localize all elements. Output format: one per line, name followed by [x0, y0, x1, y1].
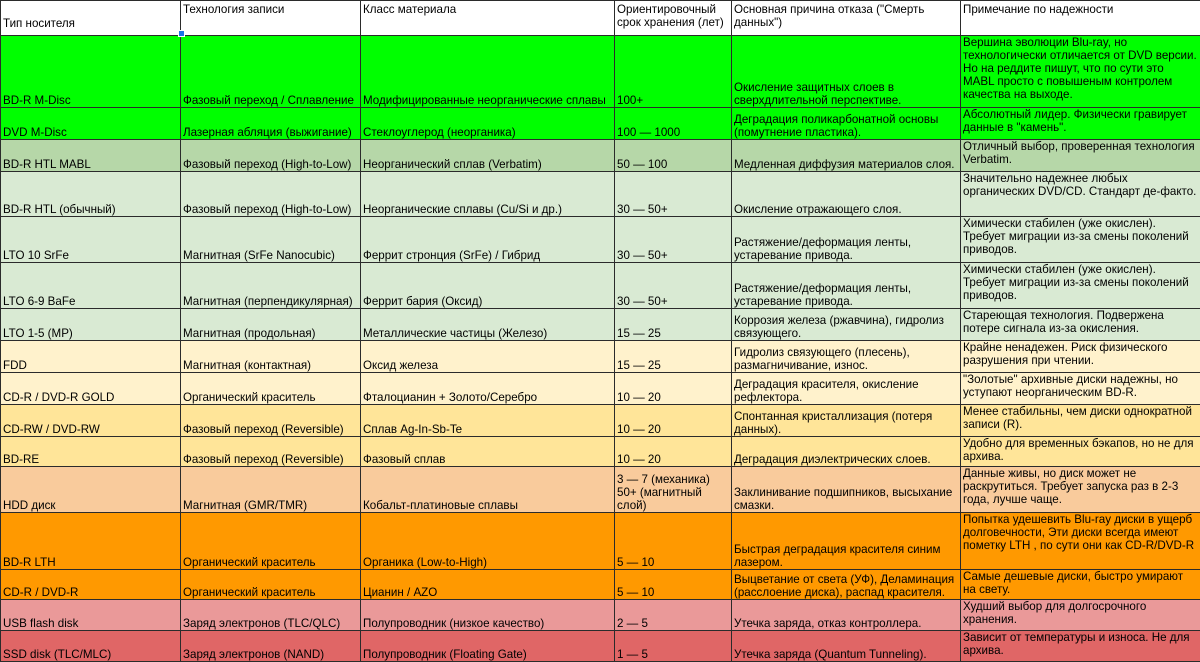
cell-media[interactable]: BD-R HTL MABL — [1, 140, 181, 172]
table-row — [1, 36, 1200, 108]
cell-years[interactable]: 100+ — [615, 36, 732, 108]
cell-media[interactable]: USB flash disk — [1, 600, 181, 631]
cell-failure[interactable]: Деградация поликарбонатной основы (помутнение пластика). — [732, 108, 961, 140]
cell-tech[interactable]: Магнитная (контактная) — [181, 341, 361, 373]
header-cell[interactable]: Основная причина отказа ("Смерть данных") — [732, 1, 961, 36]
cell-failure[interactable]: Окисление отражающего слоя. — [732, 172, 961, 217]
cell-years[interactable]: 1 — 5 — [615, 631, 732, 662]
cell-media[interactable]: LTO 6-9 BaFe — [1, 263, 181, 309]
cell-note[interactable]: Данные живы, но диск может не раскрутиться. Требует запуска раз в 2-3 года, лучше чаще. — [961, 467, 1200, 513]
cell-note[interactable]: Химически стабилен (уже окислен). Требует миграции из-за смены поколений приводов. — [961, 263, 1200, 309]
cell-tech[interactable]: Фазовый переход (Reversible) — [181, 405, 361, 437]
cell-failure[interactable]: Растяжение/деформация ленты, устаревание привода. — [732, 217, 961, 263]
cell-media[interactable]: LTO 1-5 (MP) — [1, 309, 181, 341]
cell-material[interactable]: Стеклоуглерод (неорганика) — [361, 108, 615, 140]
table-row — [1, 467, 1200, 513]
table-row — [1, 108, 1200, 140]
cell-years[interactable]: 10 — 20 — [615, 437, 732, 467]
header-cell[interactable]: Технология записи — [181, 1, 361, 36]
cell-note[interactable]: Вершина эволюции Blu-ray, но технологически отличается от DVD версии. Но на реддите пишут, что по сути это MABL просто с повышеным контролем качества на выходе. — [961, 36, 1200, 108]
cell-material[interactable]: Неорганический сплав (Verbatim) — [361, 140, 615, 172]
table-row — [1, 437, 1200, 467]
cell-note[interactable]: Значительно надежнее любых органических DVD/CD. Стандарт де-факто. — [961, 172, 1200, 217]
cell-failure[interactable]: Спонтанная кристаллизация (потеря данных). — [732, 405, 961, 437]
cell-media[interactable]: BD-RE — [1, 437, 181, 467]
cell-failure[interactable]: Заклинивание подшипников, высыхание смазки. — [732, 467, 961, 513]
table-row — [1, 140, 1200, 172]
cell-tech[interactable]: Лазерная абляция (выжигание) — [181, 108, 361, 140]
cell-material[interactable]: Феррит бария (Оксид) — [361, 263, 615, 309]
cell-media[interactable]: CD-R / DVD-R GOLD — [1, 373, 181, 405]
header-cell[interactable]: Класс материала — [361, 1, 615, 36]
cell-years[interactable]: 50 — 100 — [615, 140, 732, 172]
table-row — [1, 373, 1200, 405]
header-cell[interactable]: Ориентировочный срок хранения (лет) — [615, 1, 732, 36]
cell-note[interactable]: Менее стабильны, чем диски однократной записи (R). — [961, 405, 1200, 437]
table-row — [1, 263, 1200, 309]
table-row — [1, 570, 1200, 600]
cell-years[interactable]: 5 — 10 — [615, 570, 732, 600]
cell-years[interactable]: 30 — 50+ — [615, 217, 732, 263]
cell-media[interactable]: FDD — [1, 341, 181, 373]
cell-material[interactable]: Оксид железа — [361, 341, 615, 373]
cell-material[interactable]: Модифицированные неорганические сплавы — [361, 36, 615, 108]
cell-tech[interactable]: Магнитная (перпендикулярная) — [181, 263, 361, 309]
cell-failure[interactable]: Утечка заряда (Quantum Tunneling). — [732, 631, 961, 662]
cell-material[interactable]: Фазовый сплав — [361, 437, 615, 467]
cell-failure[interactable]: Деградация красителя, окисление рефлектора. — [732, 373, 961, 405]
cell-years[interactable]: 100 — 1000 — [615, 108, 732, 140]
cell-years[interactable]: 15 — 25 — [615, 309, 732, 341]
cell-years[interactable]: 3 — 7 (механика) 50+ (магнитный слой) — [615, 467, 732, 513]
cell-years[interactable]: 10 — 20 — [615, 373, 732, 405]
table-row — [1, 600, 1200, 631]
table-row — [1, 631, 1200, 662]
table-row — [1, 513, 1200, 570]
cell-tech[interactable]: Заряд электронов (NAND) — [181, 631, 361, 662]
cell-years[interactable]: 5 — 10 — [615, 513, 732, 570]
cell-failure[interactable]: Быстрая деградация красителя синим лазером. — [732, 513, 961, 570]
cell-years[interactable]: 15 — 25 — [615, 341, 732, 373]
cell-material[interactable]: Полупроводник (Floating Gate) — [361, 631, 615, 662]
cell-media[interactable]: BD-R HTL (обычный) — [1, 172, 181, 217]
cell-years[interactable]: 30 — 50+ — [615, 172, 732, 217]
cell-failure[interactable]: Окисление защитных слоев в сверхдлительной перспективе. — [732, 36, 961, 108]
cell-media[interactable]: BD-R M-Disc — [1, 36, 181, 108]
cell-note[interactable]: "Золотые" архивные диски надежны, но уступают неорганическим BD-R. — [961, 373, 1200, 405]
cell-note[interactable]: Попытка удешевить Blu-ray диски в ущерб долговечности, Эти диски всегда имеют пометку LTH , по сути они как CD-R/DVD-R — [961, 513, 1200, 570]
table-row — [1, 405, 1200, 437]
cell-media[interactable]: SSD disk (TLC/MLC) — [1, 631, 181, 662]
cell-material[interactable]: Полупроводник (низкое качество) — [361, 600, 615, 631]
cell-years[interactable]: 30 — 50+ — [615, 263, 732, 309]
selection-handle[interactable] — [178, 30, 185, 37]
cell-failure[interactable]: Утечка заряда, отказ контроллера. — [732, 600, 961, 631]
header-cell[interactable]: Тип носителя — [1, 1, 181, 36]
cell-tech[interactable]: Магнитная (GMR/TMR) — [181, 467, 361, 513]
table-row — [1, 341, 1200, 373]
cell-material[interactable]: Металлические частицы (Железо) — [361, 309, 615, 341]
cell-note[interactable]: Отличный выбор, проверенная технология Verbatim. — [961, 140, 1200, 172]
cell-media[interactable]: HDD диск — [1, 467, 181, 513]
table-row — [1, 217, 1200, 263]
cell-tech[interactable]: Фазовый переход (Reversible) — [181, 437, 361, 467]
cell-note[interactable]: Худший выбор для долгосрочного хранения. — [961, 600, 1200, 631]
cell-media[interactable]: CD-RW / DVD-RW — [1, 405, 181, 437]
cell-failure[interactable]: Деградация диэлектрических слоев. — [732, 437, 961, 467]
cell-media[interactable]: BD-R LTH — [1, 513, 181, 570]
cell-material[interactable]: Кобальт-платиновые сплавы — [361, 467, 615, 513]
cell-media[interactable]: CD-R / DVD-R — [1, 570, 181, 600]
cell-tech[interactable]: Магнитная (продольная) — [181, 309, 361, 341]
cell-media[interactable]: DVD M-Disc — [1, 108, 181, 140]
cell-tech[interactable]: Фазовый переход (High-to-Low) — [181, 172, 361, 217]
cell-tech[interactable]: Магнитная (SrFe Nanocubic) — [181, 217, 361, 263]
header-cell[interactable]: Примечание по надежности — [961, 1, 1200, 36]
cell-tech[interactable]: Фазовый переход / Сплавление — [181, 36, 361, 108]
cell-material[interactable]: Неорганические сплавы (Cu/Si и др.) — [361, 172, 615, 217]
cell-note[interactable]: Крайне ненадежен. Риск физического разрушения при чтении. — [961, 341, 1200, 373]
cell-note[interactable]: Зависит от температуры и износа. Не для архива. — [961, 631, 1200, 662]
cell-tech[interactable]: Органический краситель — [181, 570, 361, 600]
cell-failure[interactable]: Медленная диффузия материалов слоя. — [732, 140, 961, 172]
table-row — [1, 172, 1200, 217]
cell-material[interactable]: Сплав Ag-In-Sb-Te — [361, 405, 615, 437]
cell-note[interactable]: Удобно для временных бэкапов, но не для архива. — [961, 437, 1200, 467]
cell-note[interactable]: Химически стабилен (уже окислен). Требует миграции из-за смены поколений приводов. — [961, 217, 1200, 263]
cell-note[interactable]: Стареющая технология. Подвержена потере сигнала из-за окисления. — [961, 309, 1200, 341]
cell-material[interactable]: Феррит стронция (SrFe) / Гибрид — [361, 217, 615, 263]
cell-years[interactable]: 10 — 20 — [615, 405, 732, 437]
cell-failure[interactable]: Растяжение/деформация ленты, устаревание привода. — [732, 263, 961, 309]
cell-failure[interactable]: Гидролиз связующего (плесень), размагничивание, износ. — [732, 341, 961, 373]
cell-tech[interactable]: Органический краситель — [181, 513, 361, 570]
cell-failure[interactable]: Коррозия железа (ржавчина), гидролиз связующего. — [732, 309, 961, 341]
cell-material[interactable]: Фталоцианин + Золото/Серебро — [361, 373, 615, 405]
cell-years[interactable]: 2 — 5 — [615, 600, 732, 631]
table-row — [1, 309, 1200, 341]
cell-note[interactable]: Самые дешевые диски, быстро умирают на свету. — [961, 570, 1200, 600]
cell-material[interactable]: Цианин / AZO — [361, 570, 615, 600]
cell-note[interactable]: Абсолютный лидер. Физически гравирует данные в "камень". — [961, 108, 1200, 140]
cell-tech[interactable]: Органический краситель — [181, 373, 361, 405]
cell-tech[interactable]: Фазовый переход (High-to-Low) — [181, 140, 361, 172]
cell-failure[interactable]: Выцветание от света (УФ), Деламинация (расслоение диска), распад красителя. — [732, 570, 961, 600]
cell-tech[interactable]: Заряд электронов (TLC/QLC) — [181, 600, 361, 631]
cell-material[interactable]: Органика (Low-to-High) — [361, 513, 615, 570]
cell-media[interactable]: LTO 10 SrFe — [1, 217, 181, 263]
